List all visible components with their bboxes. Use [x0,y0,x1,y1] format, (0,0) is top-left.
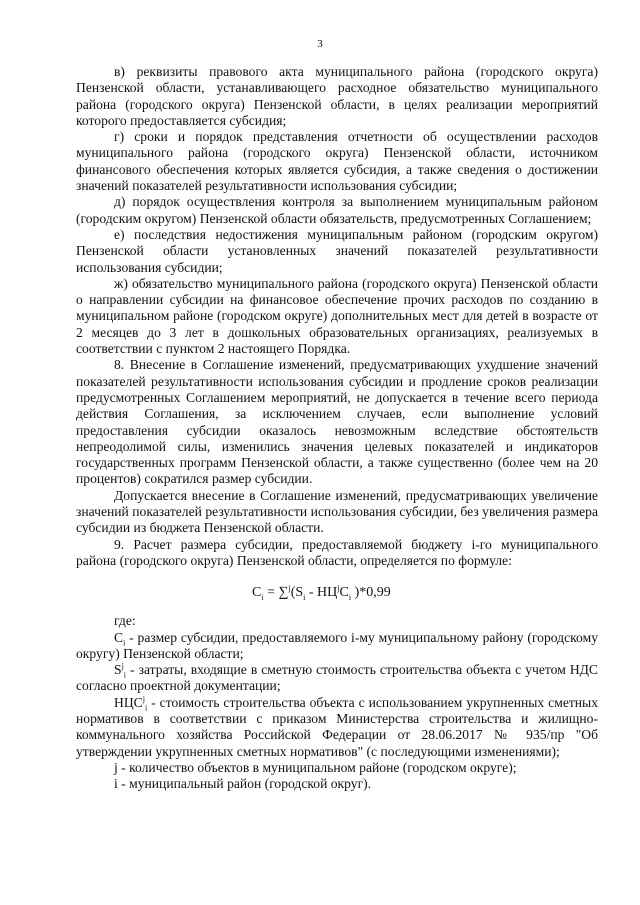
def-ncs-symbol: НЦС [114,694,143,710]
formula-lhs: C [252,585,262,601]
formula-c-sub: i [348,593,352,602]
paragraph-g: г) сроки и порядок представления отчетности об осуществлении расходов муниципального района (городского округа) Пензенской области, источником финансового обеспечения которых является субсидия, а также сведения о достижении значений показателей результативности использования субсидии; [76,129,598,194]
subsidy-formula [76,583,598,603]
formula-open: (S [290,585,304,601]
def-si-symbol: S [114,662,122,678]
paragraph-8b: Допускается внесение в Соглашение изменений, предусматривающих увеличение значений показателей результативности использования субсидии, без увеличения размера субсидии из бюджета Пензенской области. [76,487,598,536]
def-ncs-text: - стоимость строительства объекта с использованием укрупненных сметных нормативов в соответствии с приказом Министерства строительства и жилищно-коммунального хозяйства Российской Федерации от 28.06.2017 № 935/пр "Об утверждении укрупненных сметных нормативов" (с последующими изменениями); [76,694,598,759]
formula-eq: = [263,585,279,601]
formula-minus: - НЦ [305,585,338,601]
page-number: 3 [317,38,323,50]
def-si-text: - затраты, входящие в сметную стоимость строительства объекта с учетом НДС согласно проектной документации; [76,662,598,694]
paragraph-9: 9. Расчет размера субсидии, предоставляемой бюджету i-го муниципального района (городского округа) Пензенской области, определяется по формуле: [76,536,598,568]
formula-lhs-sub: i [261,593,264,602]
paragraph-zh: ж) обязательство муниципального района (городского округа) Пензенской области о направлении субсидии на финансовое обеспечение прочих расходов по созданию в муниципальном районе (городском округе) дополнительных мест для детей в возрасте от 2 месяцев до 3 лет в дошкольных образовательных организациях, реализуемых в соответствии с пунктом 2 настоящего Порядка. [76,275,598,357]
paragraph-v: в) реквизиты правового акта муниципального района (городского округа) Пензенской области, устанавливающего расходное обязательство муниципального района (городского округа) Пензенской области, в целях реализации мероприятий которого предоставляется субсидия; [76,64,598,128]
paragraph-e: е) последствия недостижения муниципальным районом (городским округом) Пензенской области установленных значений показателей результативности использования субсидии; [76,226,598,275]
def-ncs-sub: i [144,703,148,713]
where-label: где: [114,613,136,629]
paragraph-d: д) порядок осуществления контроля за выполнением муниципальным районом (городским округом) Пензенской области обязательств, предусмотренных Соглашением; [76,194,598,226]
formula-c: C [339,585,349,601]
def-si-sub: i [123,670,127,680]
def-si-sup: j [121,661,124,671]
definition-i: i - муниципальный район (городской округ). [114,776,372,792]
formula-close: )*0,99 [351,585,391,601]
definition-si [76,662,598,695]
def-ci-sub: i [123,638,126,648]
def-ci-text: - размер субсидии, предоставляемого i-му муниципальному району (городскому округу) Пензенской области; [76,629,598,661]
definition-ci [76,630,598,663]
formula-sum-sup: j [288,583,291,593]
def-ncs-sup: j [142,694,145,704]
document-body [76,64,598,792]
paragraph-8: 8. Внесение в Соглашение изменений, предусматривающих ухудшение значений показателей результативности использования субсидии и продление сроков реализации предусмотренных Соглашением мероприятий, не допускается в течение всего периода действия Соглашения, за исключением случаев, если выполнение условий предоставления субсидии оказалось невозможным вследствие обстоятельств непреодолимой силы, изменились значения целевых показателей и индикаторов государственных программ Пензенской области, а также существенно (более чем на 20 процентов) сократился размер субсидии. [76,357,598,487]
def-ci-symbol: C [114,629,124,645]
formula-sum: ∑ [278,585,289,601]
formula-s-sub: i [303,593,306,602]
formula-nc-sup: j [337,583,340,593]
definition-j: j - количество объектов в муниципальном районе (городском округе); [114,759,517,775]
definition-ncs [76,695,598,760]
